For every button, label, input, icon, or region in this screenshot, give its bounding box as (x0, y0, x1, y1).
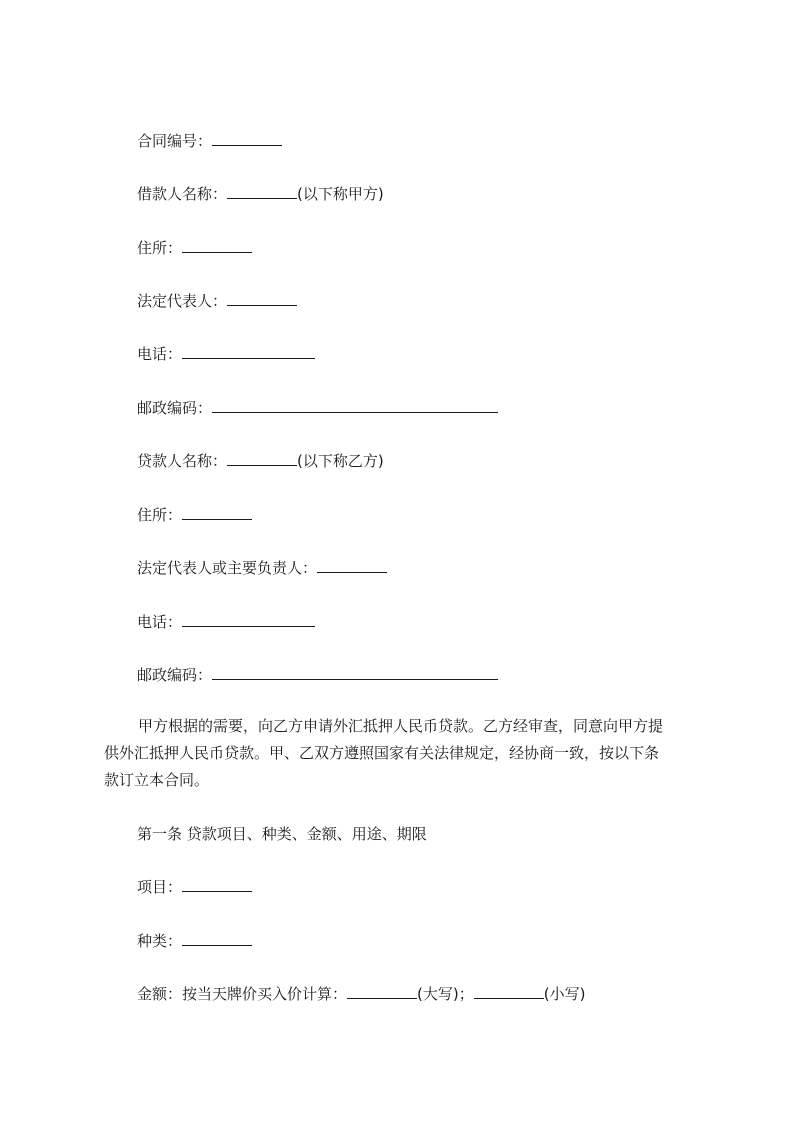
borrower-postcode-label: 邮政编码： (137, 399, 213, 417)
lender-name-line (137, 451, 384, 471)
type-line (137, 931, 252, 951)
lender-phone-blank[interactable] (182, 612, 315, 627)
amount-lower-label: (小写) (543, 985, 586, 1003)
borrower-address-blank[interactable] (182, 238, 252, 253)
lender-phone-label: 电话： (137, 613, 183, 631)
amount-label: 金额：按当天牌价买入价计算： (137, 985, 348, 1003)
item-blank[interactable] (182, 877, 252, 892)
item-line (137, 877, 252, 897)
borrower-name-line (137, 184, 384, 204)
borrower-suffix: (以下称甲方) (297, 185, 384, 203)
lender-postcode-label: 邮政编码： (137, 666, 213, 684)
borrower-postcode-blank[interactable] (212, 398, 498, 413)
lender-name-blank[interactable] (227, 451, 297, 466)
borrower-phone-label: 电话： (137, 345, 183, 363)
article-1-title-text: 第一条 贷款项目、种类、金额、用途、期限 (137, 825, 427, 843)
borrower-rep-blank[interactable] (227, 291, 297, 306)
borrower-rep-line (137, 291, 297, 311)
borrower-phone-blank[interactable] (182, 344, 315, 359)
amount-upper-label: (大写)； (417, 985, 474, 1003)
amount-upper-blank[interactable] (347, 984, 417, 999)
lender-postcode-blank[interactable] (212, 665, 498, 680)
borrower-rep-label: 法定代表人： (137, 292, 228, 310)
lender-rep-label: 法定代表人或主要负责人： (137, 559, 318, 577)
intro-paragraph (104, 713, 716, 794)
contract-number-label: 合同编号： (137, 132, 213, 150)
borrower-address-label: 住所： (137, 239, 183, 257)
lender-address-line (137, 505, 252, 525)
lender-postcode-line (137, 665, 498, 685)
lender-suffix: (以下称乙方) (297, 452, 384, 470)
borrower-address-line (137, 238, 252, 258)
item-label: 项目： (137, 878, 183, 896)
contract-number-line (137, 131, 282, 151)
borrower-postcode-line (137, 398, 498, 418)
intro-line-3: 款订立本合同。 (104, 771, 210, 789)
amount-line (137, 984, 585, 1004)
lender-rep-blank[interactable] (317, 558, 387, 573)
lender-phone-line (137, 612, 315, 632)
article-1-title (137, 824, 427, 844)
amount-lower-blank[interactable] (474, 984, 544, 999)
lender-rep-line (137, 558, 387, 578)
borrower-name-blank[interactable] (227, 184, 297, 199)
borrower-name-label: 借款人名称： (137, 185, 228, 203)
intro-line-1: 甲方根据的需要，向乙方申请外汇抵押人民币贷款。乙方经审查，同意向甲方提 (138, 717, 664, 735)
lender-address-label: 住所： (137, 506, 183, 524)
intro-line-2: 供外汇抵押人民币贷款。甲、乙双方遵照国家有关法律规定，经协商一致，按以下条 (104, 744, 660, 762)
contract-number-blank[interactable] (212, 131, 282, 146)
borrower-phone-line (137, 344, 315, 364)
lender-name-label: 贷款人名称： (137, 452, 228, 470)
type-blank[interactable] (182, 931, 252, 946)
lender-address-blank[interactable] (182, 505, 252, 520)
type-label: 种类： (137, 932, 183, 950)
